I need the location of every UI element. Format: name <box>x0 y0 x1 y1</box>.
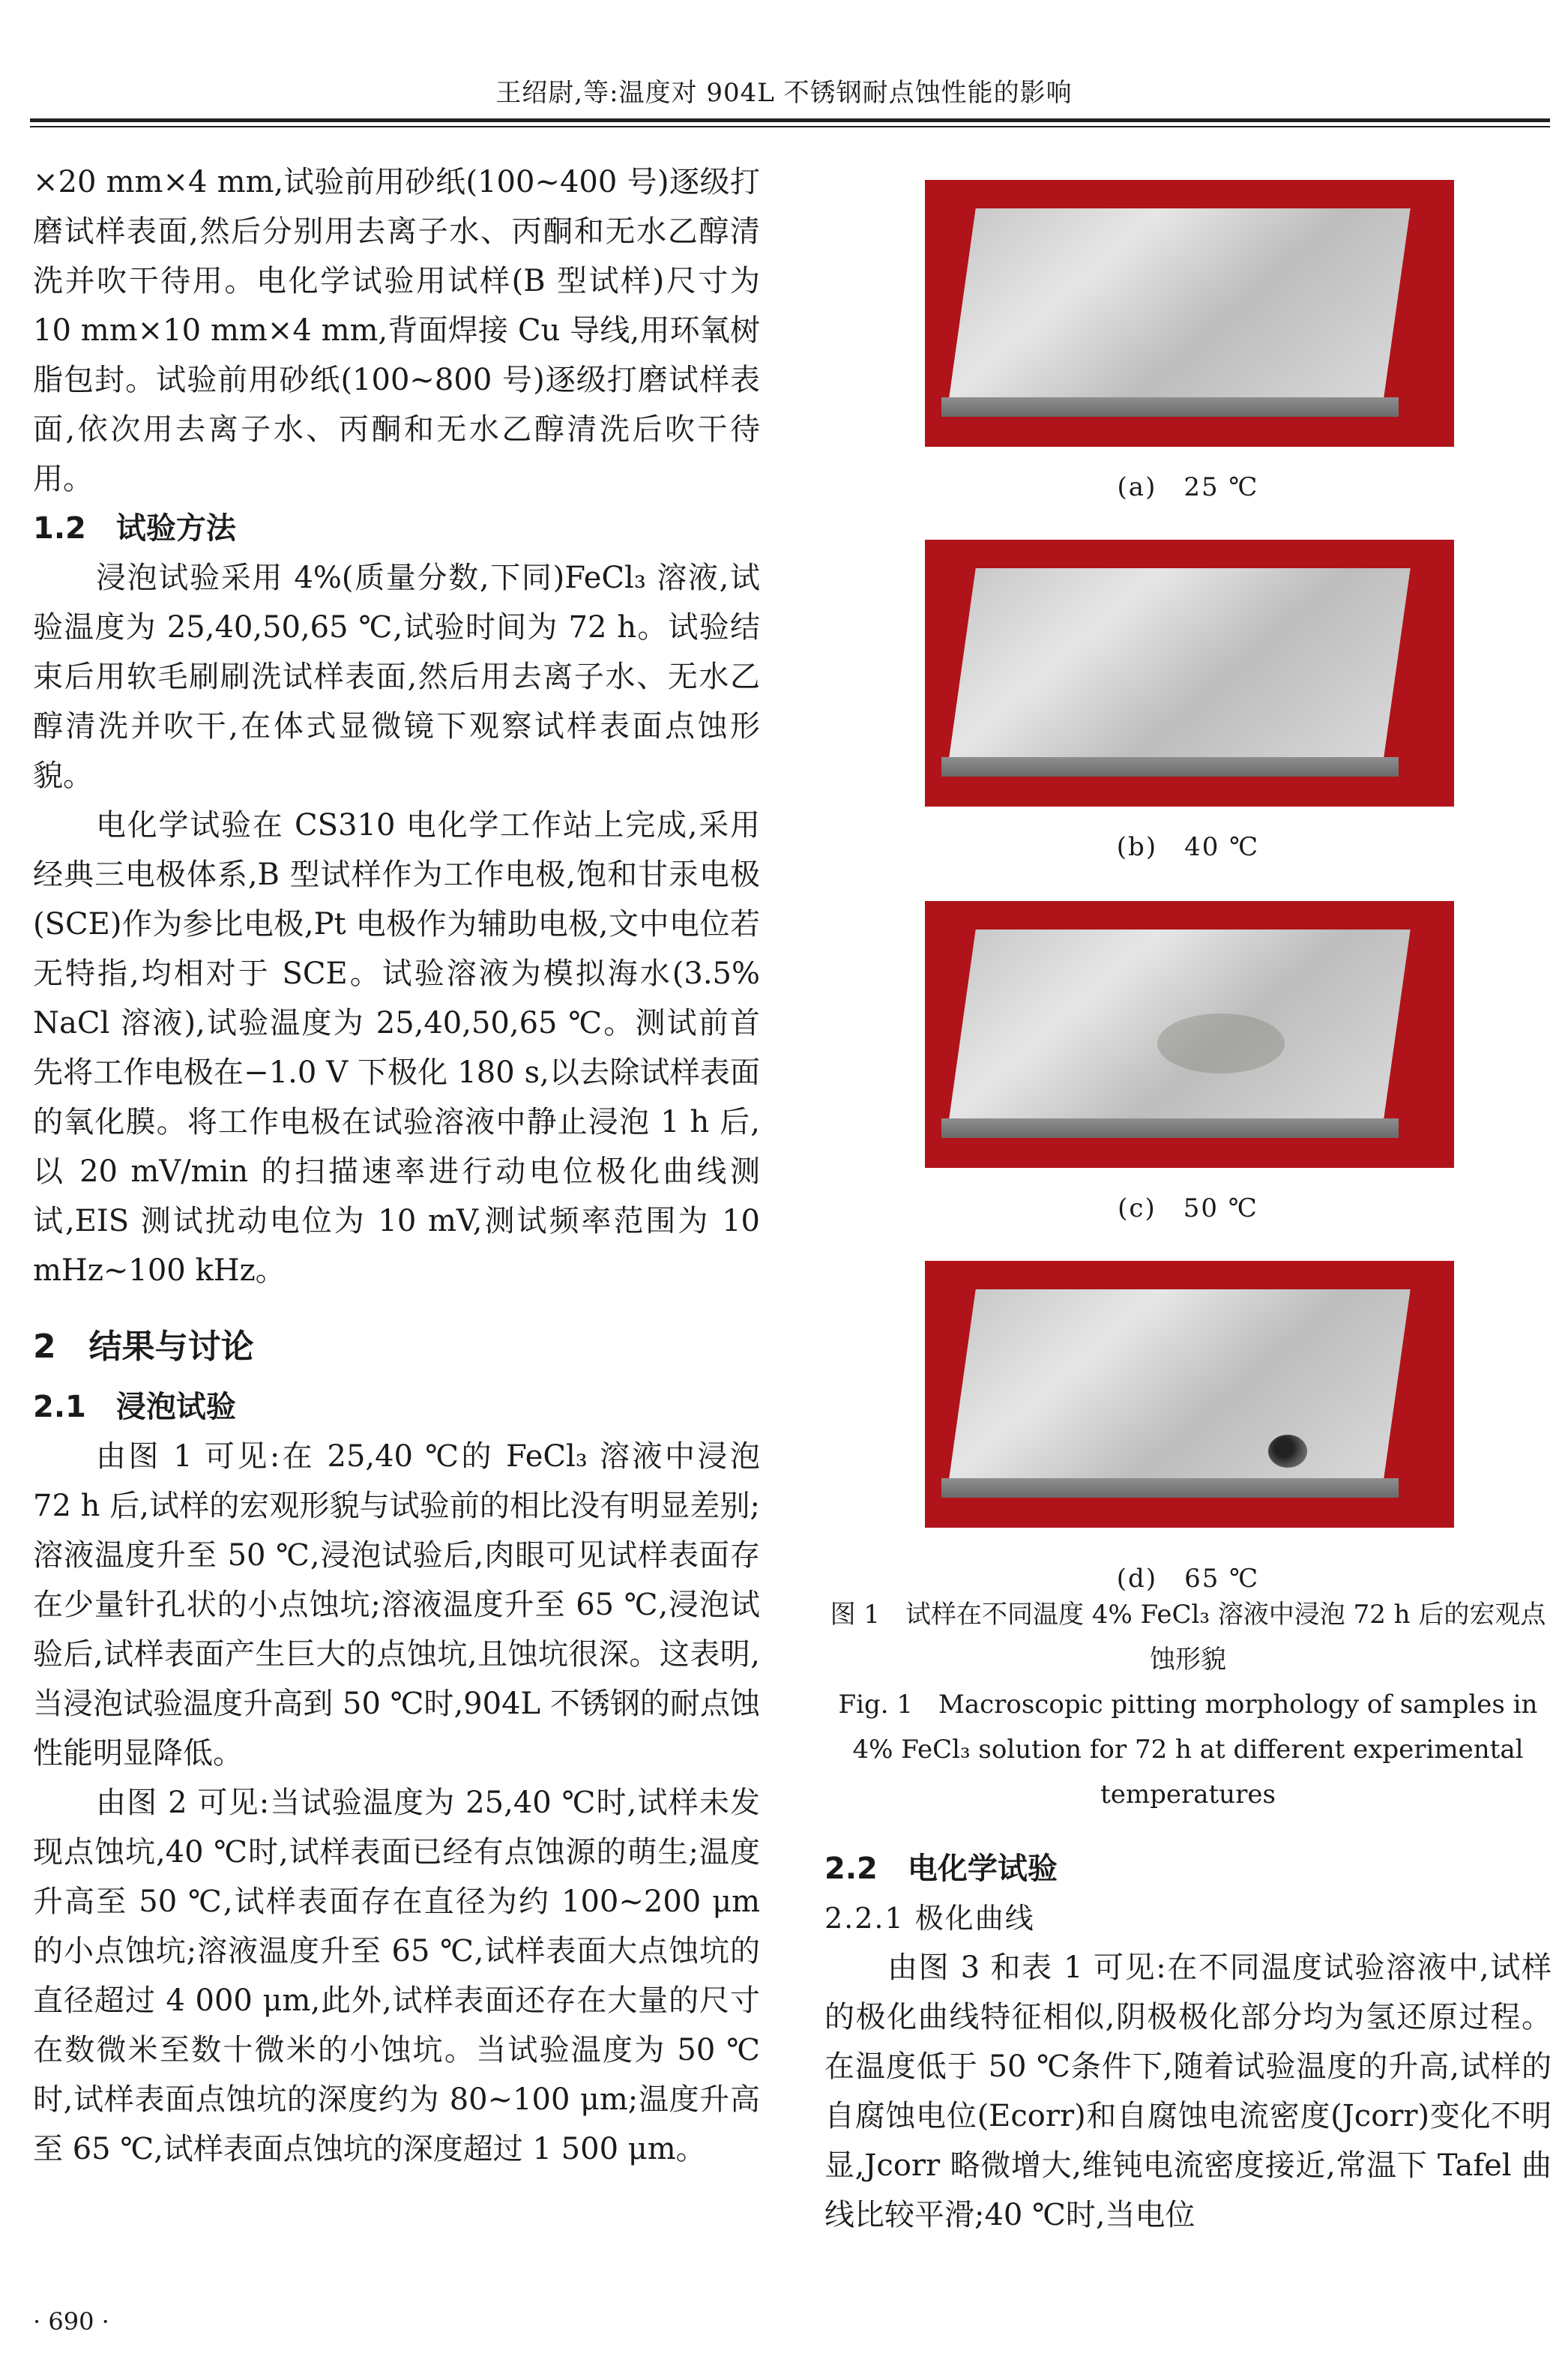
panel-label: (d) 65 ℃ <box>1116 1564 1260 1594</box>
header-rule <box>30 118 1550 122</box>
caption-english: Fig. 1 Macroscopic pitting morphology of samples in 4% FeCl₃ solution for 72 h at different experimental temperatures <box>838 1690 1538 1810</box>
sample-edge <box>941 1478 1399 1498</box>
figure-panel-d <box>925 1261 1454 1528</box>
paragraph: 由图 3 和表 1 可见:在不同温度试验溶液中,试样的极化曲线特征相似,阴极极化部分均为氢还原过程。在温度低于 50 ℃条件下,随着试验温度的升高,试样的自腐蚀电位(Ecorr)和自腐蚀电流密度(Jcorr)变化不明显,Jcorr 略微增大,维钝电流密度接近,常温下 Tafel 曲线比较平滑;40 ℃时,当电位 <box>824 1950 1552 2232</box>
right-column <box>824 1844 1552 2240</box>
panel-label: (c) 50 ℃ <box>1118 1193 1258 1223</box>
steel-sample <box>949 1289 1410 1478</box>
pitting-hole <box>1268 1435 1307 1468</box>
paragraph: 浸泡试验采用 4%(质量分数,下同)FeCl₃ 溶液,试验温度为 25,40,50,65 ℃,试验时间为 72 h。试验结束后用软毛刷刷洗试样表面,然后用去离子水、无水乙醇清洗并吹干,在体式显微镜下观察试样表面点蚀形貌。 <box>33 561 760 793</box>
section-heading: 2 结果与讨论 <box>33 1328 254 1366</box>
paragraph: 由图 1 可见:在 25,40 ℃的 FeCl₃ 溶液中浸泡 72 h 后,试样的宏观形貌与试验前的相比没有明显差别;溶液温度升至 50 ℃,浸泡试验后,肉眼可见试样表面存在少量针孔状的小点蚀坑;溶液温度升至 65 ℃,浸泡试验后,试样表面产生巨大的点蚀坑,且蚀坑很深。这表明,当浸泡试验温度升高到 50 ℃时,904L 不锈钢的耐点蚀性能明显降低。 <box>33 1439 760 1771</box>
section-heading: 1.2 试验方法 <box>33 511 236 546</box>
panel-label: (a) 25 ℃ <box>1117 472 1259 502</box>
corrosion-stain <box>1157 1013 1285 1073</box>
section-heading: 2.1 浸泡试验 <box>33 1390 236 1424</box>
section-heading: 2.2 电化学试验 <box>824 1852 1058 1886</box>
figure-caption <box>824 1592 1552 1817</box>
header-rule-thin <box>30 126 1550 127</box>
sample-edge <box>941 1118 1399 1138</box>
panel-label: (b) 40 ℃ <box>1116 832 1260 862</box>
paragraph: 由图 2 可见:当试验温度为 25,40 ℃时,试样未发现点蚀坑,40 ℃时,试样表面已经有点蚀源的萌生;温度升高至 50 ℃,试样表面存在直径为约 100~200 μm 的小点蚀坑;溶液温度升至 65 ℃,试样表面大点蚀坑的直径超过 4 000 μm,此外,试样表面还存在大量的尺寸在数微米至数十微米的小蚀坑。当试验温度为 50 ℃时,试样表面点蚀坑的深度约为 80~100 μm;温度升高至 65 ℃,试样表面点蚀坑的深度超过 1 500 μm。 <box>33 1786 760 2166</box>
sample-edge <box>941 757 1399 777</box>
steel-sample <box>949 568 1410 757</box>
paragraph: 电化学试验在 CS310 电化学工作站上完成,采用经典三电极体系,B 型试样作为工作电极,饱和甘汞电极(SCE)作为参比电极,Pt 电极作为辅助电极,文中电位若无特指,均相对于 SCE。试验溶液为模拟海水(3.5% NaCl 溶液),试验温度为 25,40,50,65 ℃。测试前首先将工作电极在−1.0 V 下极化 180 s,以去除试样表面的氧化膜。将工作电极在试验溶液中静止浸泡 1 h 后,以 20 mV/min 的扫描速率进行动电位极化曲线测试,EIS 测试扰动电位为 10 mV,测试频率范围为 10 mHz~100 kHz。 <box>33 808 760 1288</box>
sample-edge <box>941 397 1399 417</box>
running-header: 王绍尉,等:温度对 904L 不锈钢耐点蚀性能的影响 <box>495 78 1073 108</box>
left-column <box>33 157 760 2174</box>
subsection-heading: 2.2.1 极化曲线 <box>824 1902 1035 1935</box>
steel-sample <box>949 208 1410 397</box>
caption-chinese: 图 1 试样在不同温度 4% FeCl₃ 溶液中浸泡 72 h 后的宏观点蚀形貌 <box>830 1600 1546 1675</box>
page-number: · 690 · <box>33 2307 109 2336</box>
figure-panel-a <box>925 180 1454 447</box>
figure-panel-b <box>925 540 1454 807</box>
paragraph: ×20 mm×4 mm,试验前用砂纸(100~400 号)逐级打磨试样表面,然后分别用去离子水、丙酮和无水乙醇清洗并吹干待用。电化学试验用试样(B 型试样)尺寸为 10 mm×10 mm×4 mm,背面焊接 Cu 导线,用环氧树脂包封。试验前用砂纸(100~800 号)逐级打磨试样表面,依次用去离子水、丙酮和无水乙醇清洗后吹干待用。 <box>33 165 760 496</box>
figure-panel-c <box>925 901 1454 1168</box>
